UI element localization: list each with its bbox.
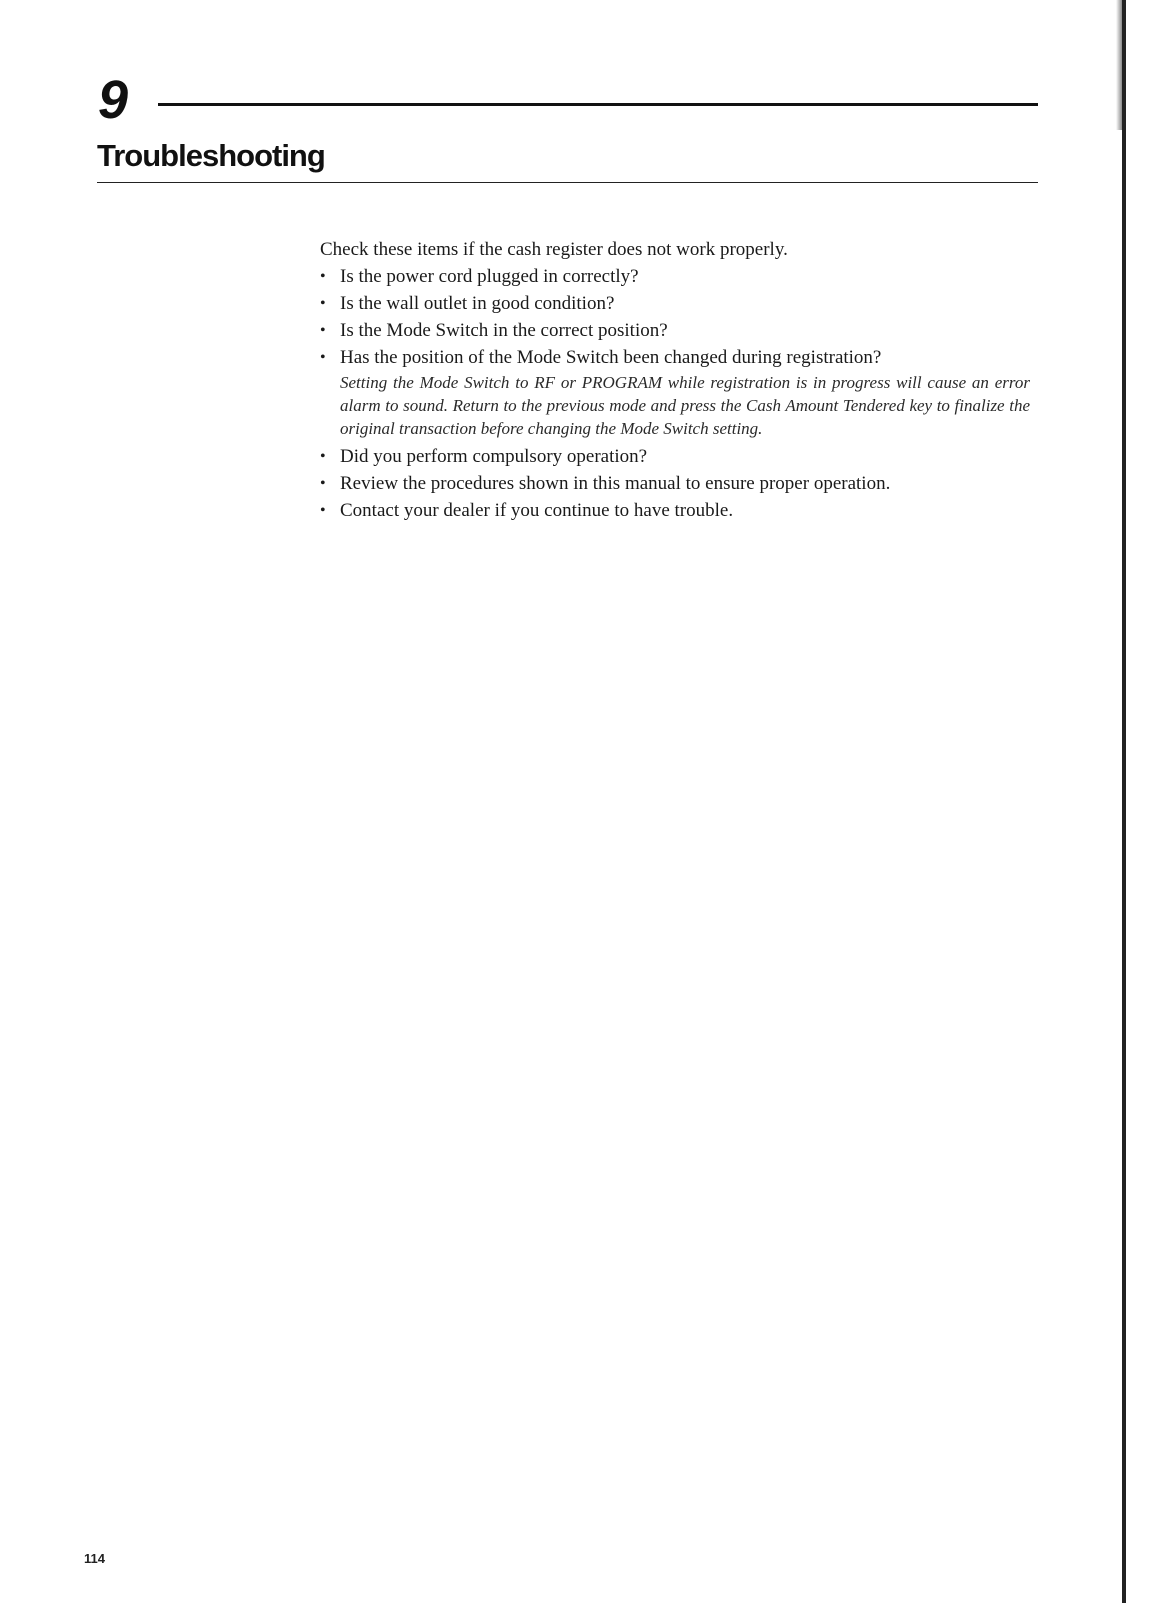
chapter-rule	[158, 103, 1038, 106]
bullet-icon: •	[320, 295, 326, 312]
chapter-title: Troubleshooting	[97, 138, 325, 173]
checklist-item-wall-outlet	[320, 290, 1030, 317]
checklist-item-note: Setting the Mode Switch to RF or PROGRAM while registration is in progress will cause an error alarm to sound. Return to the previous mode and press the Cash Amount Tendered key to finalize the original transaction before changing the Mode Switch setting.	[340, 373, 1030, 438]
checklist-item-text: Is the wall outlet in good condition?	[340, 293, 615, 314]
checklist-item-contact-dealer	[320, 497, 1030, 524]
bullet-icon: •	[320, 268, 326, 285]
checklist-item-text: Is the power cord plugged in correctly?	[340, 266, 639, 287]
checklist-item-mode-switch-changed	[320, 344, 1030, 440]
title-rule	[97, 182, 1038, 183]
page-binding-edge	[1122, 0, 1126, 1603]
intro-text: Check these items if the cash register does not work properly.	[320, 239, 788, 260]
bullet-icon: •	[320, 502, 326, 519]
checklist-item-review-procedures	[320, 470, 1030, 497]
bullet-icon: •	[320, 448, 326, 465]
page-number: 114	[84, 1551, 105, 1566]
checklist-item-text: Is the Mode Switch in the correct position?	[340, 320, 668, 341]
checklist-item-compulsory-operation	[320, 443, 1030, 470]
checklist	[320, 263, 1030, 524]
checklist-item-text: Review the procedures shown in this manual to ensure proper operation.	[340, 473, 891, 494]
bullet-icon: •	[320, 322, 326, 339]
checklist-item-text: Did you perform compulsory operation?	[340, 446, 648, 467]
checklist-item-mode-switch-position	[320, 317, 1030, 344]
bullet-icon: •	[320, 475, 326, 492]
troubleshooting-content	[320, 236, 1030, 524]
chapter-number: 9	[98, 70, 129, 130]
checklist-item-text: Has the position of the Mode Switch been changed during registration?	[340, 347, 882, 368]
checklist-item-text: Contact your dealer if you continue to have trouble.	[340, 500, 734, 521]
bullet-icon: •	[320, 349, 326, 366]
checklist-item-power-cord	[320, 263, 1030, 290]
